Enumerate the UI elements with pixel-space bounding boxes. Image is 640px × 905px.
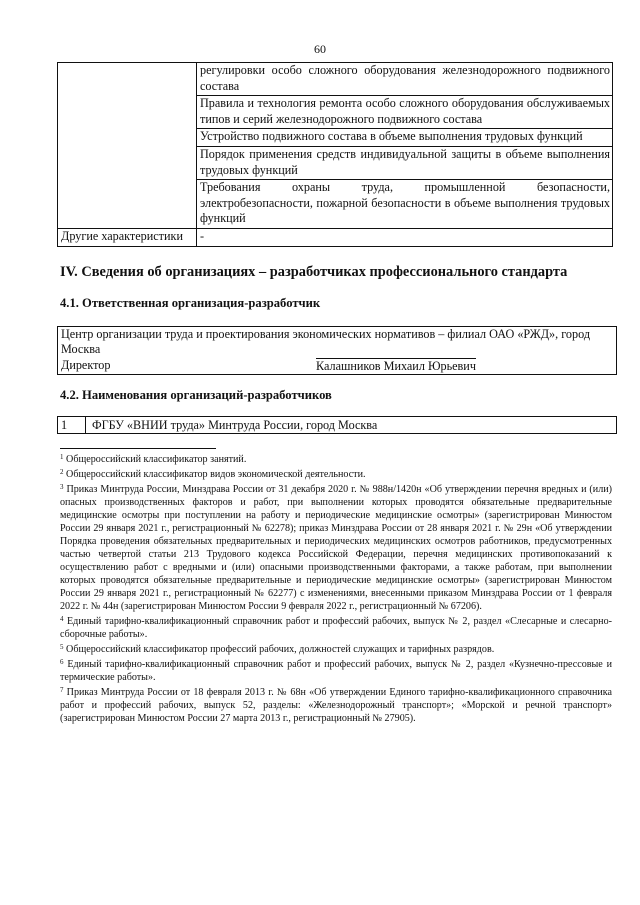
footnotes — [60, 451, 612, 725]
signature-row — [58, 358, 616, 374]
knowledge-item: Требования охраны труда, промышленной безопасности, электробезопасности, пожарной безопасности в объеме выполнения трудовых функций — [197, 180, 613, 229]
footnote-mark: 1 — [60, 453, 64, 461]
developer-row — [57, 416, 617, 434]
requirements-table — [57, 62, 613, 247]
footnote-text: Приказ Минтруда России, Минздрава России от 31 декабря 2020 г. № 988н/1420н «Об утверждении перечня вредных и (или) опасных производственных факторов и работ, при выполнении которых проводятся обязательные предварительные медицинские осмотры при поступлении на работу и периодические медицинские осмотры» (зарегистрирован Минюстом России 29 января 2021 г., регистрационный № 62278); приказ Минздрава России от 28 января 2021 г. № 29н «Об утверждении Порядка проведения обязательных предварительных и периодических медицинских осмотров работников, предусмотренных частью четвертой статьи 213 Трудового кодекса Российской Федерации, перечня медицинских противопоказаний к осуществлению работ с вредными и (или) опасными производственными факторами, а также работам, при выполнении которых проводятся обязательные предварительные и периодические медицинские осмотры» (зарегистрирован Минюстом России 29 января 2021 г., регистрационный № 62277) с изменениями, внесенными приказом Минздрава России от 1 февраля 2022 г. № 44н (зарегистрирован Минюстом России 9 февраля 2022 г., регистрационный № 67206). — [60, 484, 612, 612]
footnote — [60, 481, 612, 613]
other-characteristics-label: Другие характеристики — [58, 228, 197, 246]
footnote-text: Общероссийский классификатор видов экономической деятельности. — [63, 469, 366, 480]
footnote — [60, 466, 612, 481]
page-number: 60 — [314, 42, 326, 56]
subsection-title-responsible: 4.1. Ответственная организация-разработчик — [60, 296, 321, 310]
footnote-text: Общероссийский классификатор занятий. — [63, 454, 247, 465]
position-label: Директор — [61, 358, 111, 372]
subsection-title-developers: 4.2. Наименования организаций-разработчиков — [60, 388, 332, 402]
knowledge-item: Устройство подвижного состава в объеме выполнения трудовых функций — [197, 129, 613, 147]
footnote-mark: 5 — [60, 643, 64, 651]
footnote-mark: 3 — [60, 483, 64, 491]
footnote — [60, 684, 612, 725]
footnote-mark: 2 — [60, 468, 64, 476]
footnote — [60, 613, 612, 641]
empty-cell — [58, 63, 197, 229]
person-name: Калашников Михаил Юрьевич — [316, 359, 476, 373]
footnote-text: Единый тарифно-квалификационный справочник работ и профессий рабочих, выпуск № 2, раздел «Слесарные и слесарно-сборочные работы». — [60, 616, 612, 640]
section-title: IV. Сведения об организациях – разработчиках профессионального стандарта — [60, 264, 568, 280]
table-row — [58, 228, 613, 246]
footnote — [60, 641, 612, 656]
footnote-divider — [60, 448, 216, 449]
footnote-text: Приказ Минтруда России от 18 февраля 2013 г. № 68н «Об утверждении Единого тарифно-квалификационного справочника работ и профессий рабочих, выпуск 52, разделы: «Железнодорожный транспорт»; «Морской и речной транспорт» (зарегистрирован Минюстом России 27 марта 2013 г., регистрационный № 27905). — [60, 687, 612, 724]
knowledge-item: регулировки особо сложного оборудования железнодорожного подвижного состава — [197, 63, 613, 96]
footnote-mark: 7 — [60, 686, 64, 694]
responsible-org-box — [57, 326, 617, 375]
responsible-org-name: Центр организации труда и проектирования экономических нормативов – филиал ОАО «РЖД», город Москва — [61, 327, 591, 356]
knowledge-item: Порядок применения средств индивидуальной защиты в объеме выполнения трудовых функций — [197, 146, 613, 179]
footnote-mark: 6 — [60, 658, 64, 666]
footnote-text: Единый тарифно-квалификационный справочник работ и профессий рабочих, выпуск № 2, раздел «Кузнечно-прессовые и термические работы». — [60, 659, 612, 683]
footnote-text: Общероссийский классификатор профессий рабочих, должностей служащих и тарифных разрядов. — [63, 644, 495, 655]
footnote-mark: 4 — [60, 615, 64, 623]
developer-number: 1 — [58, 417, 86, 433]
table-row — [58, 63, 613, 96]
knowledge-item: Правила и технология ремонта особо сложного оборудования обслуживаемых типов и серий железнодорожного подвижного состава — [197, 96, 613, 129]
footnote — [60, 656, 612, 684]
other-characteristics-value: - — [197, 228, 613, 246]
developer-name: ФГБУ «ВНИИ труда» Минтруда России, город Москва — [92, 418, 378, 432]
footnote — [60, 451, 612, 466]
